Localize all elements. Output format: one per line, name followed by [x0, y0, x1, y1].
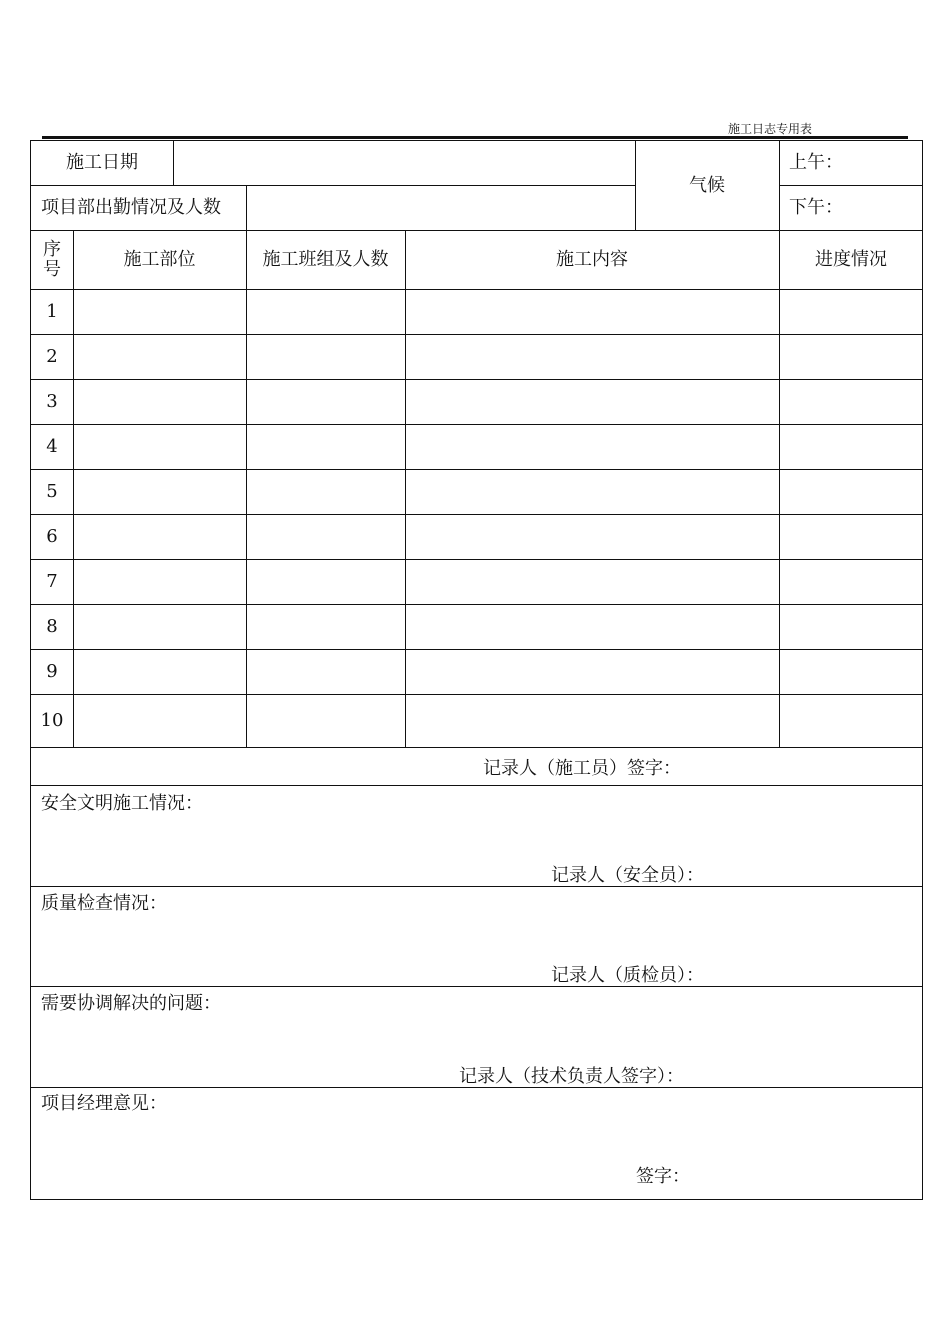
location-header: 施工部位: [123, 248, 196, 270]
row-divider: [31, 649, 923, 650]
team-header: 施工班组及人数: [262, 248, 389, 270]
seq-header: [31, 230, 73, 289]
divider: [246, 185, 247, 230]
section-divider: [31, 785, 923, 786]
safety-title: 安全文明施工情况：: [41, 793, 203, 814]
manager-signature[interactable]: 签字：: [636, 1166, 690, 1187]
top-rule: [42, 136, 908, 139]
row-number: 3: [46, 390, 58, 412]
row-number: 7: [46, 570, 58, 592]
document-label: 施工日志专用表: [728, 122, 813, 136]
row-divider: [31, 514, 923, 515]
attendance-field[interactable]: [246, 185, 635, 230]
row-number: 6: [46, 525, 58, 547]
row-number: 2: [46, 345, 58, 367]
row-number: 9: [46, 660, 58, 682]
date-label: 施工日期: [66, 152, 138, 174]
seq-header-line2: 号: [43, 258, 61, 280]
construction-log-form: [30, 140, 923, 1200]
seq-header-line1: 序: [43, 238, 61, 260]
issues-recorder-signature[interactable]: 记录人（技术负责人签字）：: [459, 1066, 684, 1087]
row-divider: [31, 747, 923, 748]
row-divider: [31, 379, 923, 380]
row-divider: [31, 559, 923, 560]
construction-recorder-signature[interactable]: 记录人（施工员）签字：: [483, 758, 681, 779]
afternoon-weather-field[interactable]: 下午：: [789, 196, 843, 218]
date-field[interactable]: [173, 141, 635, 185]
quality-recorder-signature[interactable]: 记录人（质检员）：: [551, 965, 704, 986]
row-number: 1: [46, 300, 58, 322]
divider: [779, 185, 923, 186]
divider: [31, 185, 635, 186]
section-divider: [31, 1087, 923, 1088]
attendance-label: 项目部出勤情况及人数: [41, 196, 221, 218]
divider: [779, 141, 780, 230]
row-number: 5: [46, 480, 58, 502]
safety-recorder-signature[interactable]: 记录人（安全员）：: [551, 865, 704, 886]
column-divider: [73, 230, 74, 747]
divider: [173, 141, 174, 185]
row-divider: [31, 289, 923, 290]
divider: [635, 141, 636, 230]
quality-title: 质量检查情况：: [41, 893, 167, 914]
progress-header: 进度情况: [815, 248, 887, 270]
manager-title: 项目经理意见：: [41, 1093, 167, 1114]
row-number: 10: [40, 709, 64, 731]
issues-title: 需要协调解决的问题：: [41, 993, 221, 1014]
climate-label: 气候: [689, 174, 725, 196]
row-number: 8: [46, 615, 58, 637]
row-divider: [31, 604, 923, 605]
section-divider: [31, 986, 923, 987]
row-number: 4: [46, 435, 58, 457]
row-divider: [31, 334, 923, 335]
row-divider: [31, 424, 923, 425]
column-divider: [246, 230, 247, 747]
column-divider: [779, 230, 780, 747]
row-divider: [31, 469, 923, 470]
column-divider: [405, 230, 406, 747]
morning-weather-field[interactable]: 上午：: [789, 152, 843, 174]
section-divider: [31, 886, 923, 887]
row-divider: [31, 694, 923, 695]
content-header: 施工内容: [556, 248, 628, 270]
